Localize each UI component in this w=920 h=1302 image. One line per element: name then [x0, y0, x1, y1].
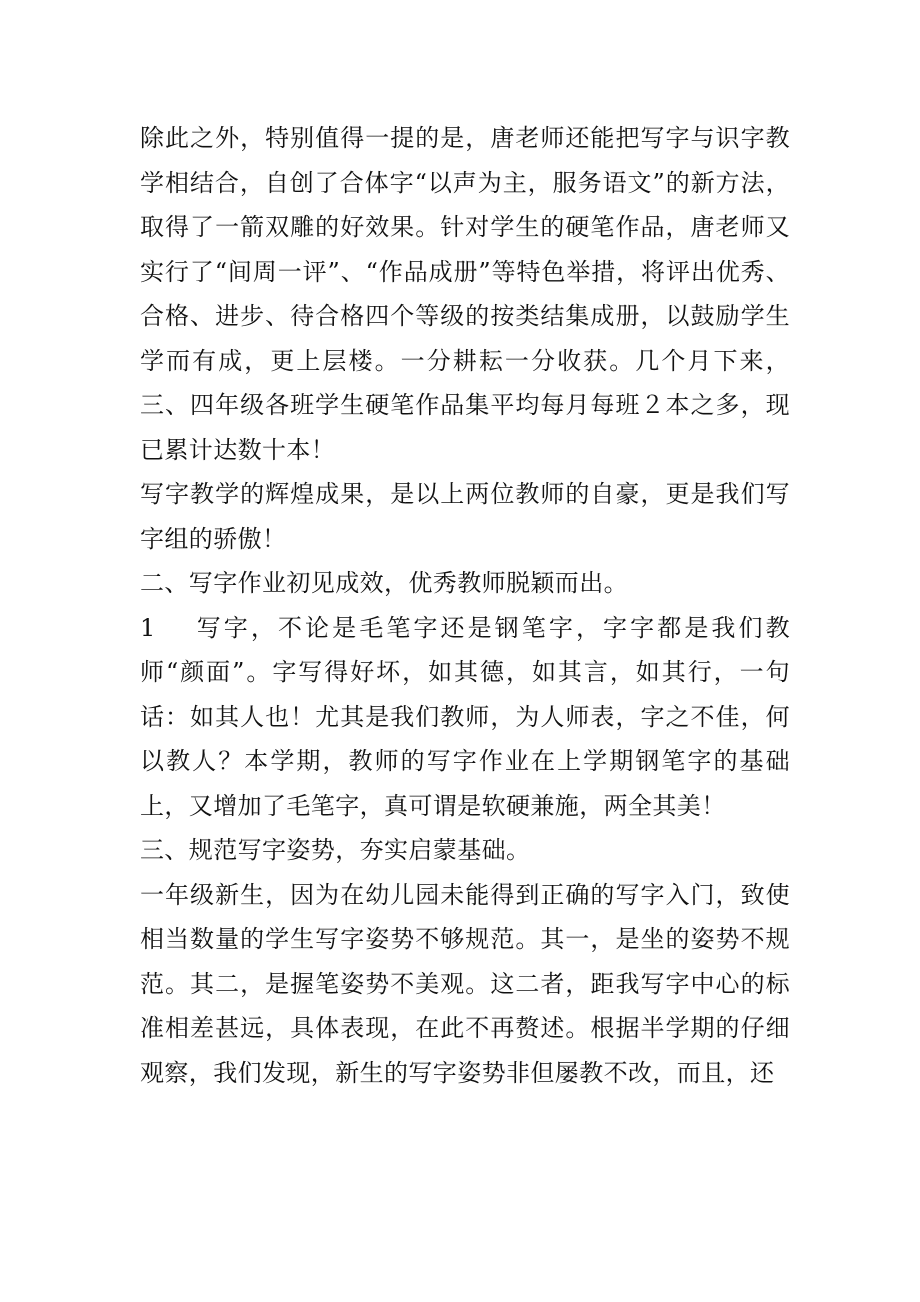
paragraph-calligraphy-method: 除此之外，特别值得一提的是，唐老师还能把写字与识字教学相结合，自创了合体字“以声为主，服务语文”的新方法，取得了一箭双雕的好效果。针对学生的硬笔作品，唐老师又实行了“间周一评”、“作品成册”等特色举措，将评出优秀、合格、进步、待合格四个等级的按类结集成册，以鼓励学生学而有成，更上层楼。一分耕耘一分收获。几个月下来，三、四年级各班学生硬笔作品集平均每月每班２本之多，现已累计达数十本！: [140, 124, 790, 464]
item-number: 1: [140, 613, 156, 642]
paragraph-numbered-item: [140, 606, 790, 829]
paragraph-achievement: 写字教学的辉煌成果，是以上两位教师的自豪，更是我们写字组的骄傲！: [140, 480, 790, 553]
section-heading-writing-posture: 三、规范写字姿势，夯实启蒙基础。: [140, 836, 531, 864]
paragraph-new-students: 一年级新生，因为在幼儿园未能得到正确的写字入门，致使相当数量的学生写字姿势不够规范。其一，是坐的姿势不规范。其二，是握笔姿势不美观。这二者，距我写字中心的标准相差甚远，具体表现，在此不再赘述。根据半学期的仔细观察，我们发现，新生的写字姿势非但屡教不改，而且，还: [140, 880, 790, 1087]
section-heading-teacher-homework: 二、写字作业初见成效，优秀教师脱颖而出。: [140, 569, 628, 597]
item-text: 写字，不论是毛笔字还是钢笔字，字字都是我们教师“颜面”。字写得好坏，如其德，如其言，如其行，一句话：如其人也！尤其是我们教师，为人师表，字之不佳，何以教人？本学期，教师的写字作业在上学期钢笔字的基础上，又增加了毛笔字，真可谓是软硬兼施，两全其美！: [140, 613, 790, 820]
document-page: [140, 116, 790, 1095]
